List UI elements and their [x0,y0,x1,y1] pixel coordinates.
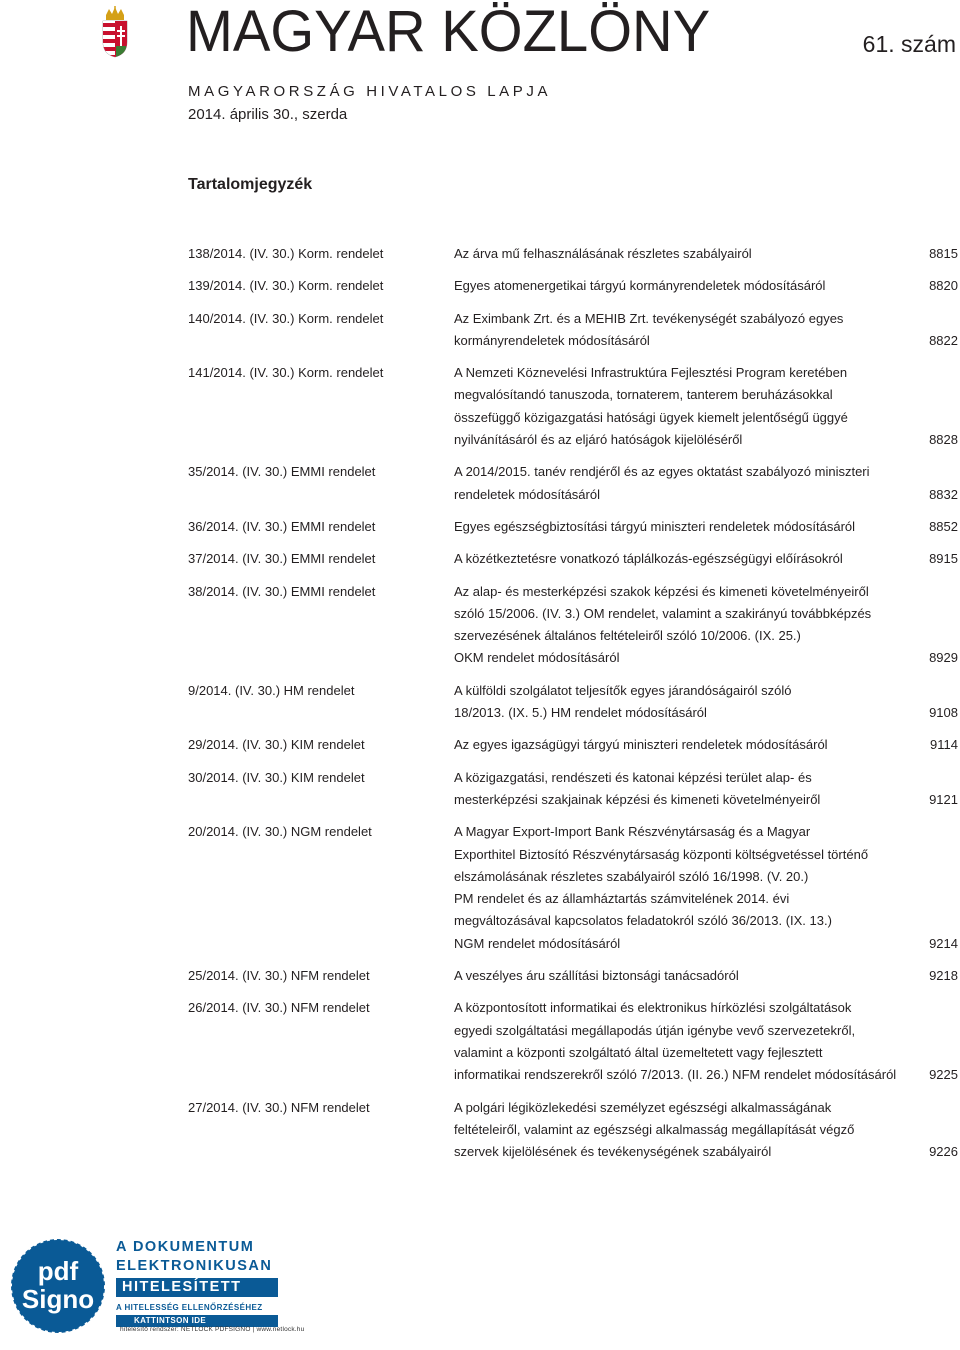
toc-entry-title-line: PM rendelet és az államháztartás számvitelének 2014. évi [454,891,790,907]
toc-entry-reference: 141/2014. (IV. 30.) Korm. rendelet [188,365,384,381]
toc-entry[interactable] [188,461,958,506]
toc-entry-title [454,821,894,955]
toc-entry-title-line: Egyes egészségbiztosítási tárgyú miniszteri rendeletek módosításáról [454,518,856,534]
seal-line-2: ELEKTRONIKUSAN [116,1258,273,1274]
seal-line-3: HITELESÍTETT [116,1278,278,1297]
toc-entry-page: 8822 [929,332,958,348]
logo-text-top: pdf [37,1256,79,1286]
toc-entry-title-line: összefüggő közigazgatási hatósági ügyek kiemelt jelentőségű üggyé [454,409,848,425]
toc-entry-title [454,362,894,451]
toc-entry-reference: 20/2014. (IV. 30.) NGM rendelet [188,824,372,840]
seal-footer: hitelesítő rendszer: NETLOCK PDFSIGNO | www.netlock.hu [120,1326,305,1333]
toc-entry[interactable] [188,243,958,265]
toc-entry-reference: 30/2014. (IV. 30.) KIM rendelet [188,769,365,785]
toc-entry-page: 9121 [929,791,958,807]
toc-heading: Tartalomjegyzék [188,176,313,193]
toc-entry[interactable] [188,734,958,756]
toc-entry-title [454,516,894,538]
toc-entry-page: 9214 [929,935,958,951]
toc-entry-title-line: megvalósítandó tanuszoda, tornaterem, tanterem beruházásokkal [454,387,833,403]
toc-entry-page: 8929 [929,650,958,666]
pdfsigno-logo-icon [8,1236,108,1336]
toc-entry-title-line: A külföldi szolgálatot teljesítők egyes járandóságairól szóló [454,682,792,698]
publication-subtitle: MAGYARORSZÁG HIVATALOS LAPJA [188,83,552,100]
toc-entry-title-line: Egyes atomenergetikai tárgyú kormányrendeletek módosításáról [454,278,826,294]
toc-entry-title-line: nyilvánításáról és az eljáró hatóságok kijelöléséről [454,432,743,448]
toc-entry-title-line: szervezésének általános feltételeiről szóló 10/2006. (IX. 25.) [454,628,801,644]
toc-entry-title-line: informatikai rendszerekről szóló 7/2013. (II. 26.) NFM rendelet módosításáról [454,1067,897,1083]
toc-entry-title-line: szóló 15/2006. (IV. 3.) OM rendelet, valamint a szakirányú továbbképzés [454,605,872,621]
toc-entry-title-line: rendeletek módosításáról [454,486,600,502]
toc-entry[interactable] [188,767,958,812]
table-of-contents [188,243,958,1163]
seal-click-here[interactable]: KATTINTSON IDE [116,1315,278,1327]
publication-date: 2014. április 30., szerda [188,106,348,123]
toc-entry-title-line: A közétkeztetésre vonatkozó táplálkozás-egészségügyi előírásokról [454,551,843,567]
toc-entry-title-line: NGM rendelet módosításáról [454,935,621,951]
toc-entry[interactable] [188,997,958,1086]
toc-entry[interactable] [188,581,958,670]
toc-entry-title-line: kormányrendeletek módosításáról [454,332,650,348]
toc-entry-reference: 38/2014. (IV. 30.) EMMI rendelet [188,583,376,599]
toc-entry-title-line: Az Eximbank Zrt. és a MEHIB Zrt. tevékenységét szabályozó egyes [454,310,844,326]
toc-entry-page: 9114 [930,737,958,753]
publication-title: MAGYAR KÖZLÖNY [186,0,711,64]
toc-entry-title-line: elszámolásának részletes szabályairól szóló 16/1998. (V. 20.) [454,868,809,884]
toc-entry[interactable] [188,362,958,451]
toc-entry-page: 8852 [929,518,958,534]
toc-entry-title-line: A Magyar Export-Import Bank Részvénytársaság és a Magyar [454,824,811,840]
toc-entry-title [454,243,894,265]
toc-entry-title-line: megváltozásával kapcsolatos feladatokról szóló 36/2013. (IX. 13.) [454,913,832,929]
toc-entry-title [454,767,894,812]
toc-entry-title-line: A veszélyes áru szállítási biztonsági tanácsadóról [454,968,739,984]
toc-entry-reference: 29/2014. (IV. 30.) KIM rendelet [188,737,365,753]
toc-entry-title [454,581,894,670]
toc-entry-page: 8815 [929,246,958,261]
toc-entry-reference: 27/2014. (IV. 30.) NFM rendelet [188,1099,370,1115]
toc-entry-page: 8915 [929,551,958,567]
seal-line-1: A DOKUMENTUM [116,1239,255,1255]
toc-entry-reference: 9/2014. (IV. 30.) HM rendelet [188,682,355,698]
toc-entry-page: 8828 [929,432,958,448]
toc-entry-title [454,734,894,756]
toc-entry-title-line: A közigazgatási, rendészeti és katonai képzési terület alap- és [454,769,812,785]
toc-entry-title [454,275,894,297]
toc-entry-title-line: Exporthitel Biztosító Részvénytársaság központi költségvetéssel történő [454,846,869,862]
toc-entry[interactable] [188,965,958,987]
toc-entry-title-line: feltételeiről, valamint az egészségi alkalmasság megállapítását végző [454,1121,855,1137]
issue-number: 61. szám [862,31,956,57]
toc-entry-title-line: 18/2013. (IX. 5.) HM rendelet módosításáról [454,705,707,721]
toc-entry-reference: 26/2014. (IV. 30.) NFM rendelet [188,1000,370,1016]
toc-entry-reference: 36/2014. (IV. 30.) EMMI rendelet [188,518,376,534]
toc-entry-reference: 140/2014. (IV. 30.) Korm. rendelet [188,310,384,326]
toc-entry[interactable] [188,516,958,538]
coat-of-arms-icon [100,6,130,58]
toc-entry-page: 9108 [929,705,958,721]
toc-entry-title-line: A polgári légiközlekedési személyzet egészségi alkalmasságának [454,1099,832,1115]
toc-entry[interactable] [188,680,958,725]
toc-entry-title [454,1097,894,1164]
toc-entry-reference: 138/2014. (IV. 30.) Korm. rendelet [188,246,384,261]
toc-entry-reference: 139/2014. (IV. 30.) Korm. rendelet [188,278,384,294]
toc-entry-title [454,308,894,353]
logo-text-bottom: Signo [21,1284,95,1314]
toc-entry-title-line: Az árva mű felhasználásának részletes szabályairól [454,246,752,261]
toc-entry-title-line: OKM rendelet módosításáról [454,650,620,666]
toc-entry-title [454,965,894,987]
toc-entry-title-line: valamint a központi szolgáltató által üzemeltetett vagy fejlesztett [454,1044,823,1060]
toc-entry-title-line: szervek kijelölésének és tevékenységének szabályairól [454,1144,772,1160]
toc-entry-title-line: A Nemzeti Köznevelési Infrastruktúra Fejlesztési Program keretében [454,365,848,381]
toc-entry-page: 9218 [929,968,958,984]
toc-entry[interactable] [188,275,958,297]
toc-entry-title [454,548,894,570]
seal-line-4: A HITELESSÉG ELLENŐRZÉSÉHEZ [116,1303,263,1312]
toc-entry-reference: 35/2014. (IV. 30.) EMMI rendelet [188,464,376,480]
pdf-signature-seal[interactable] [4,1226,305,1340]
toc-entry-title-line: Az alap- és mesterképzési szakok képzési és kimeneti követelményeiről [454,583,869,599]
toc-entry-title-line: Az egyes igazságügyi tárgyú miniszteri rendeletek módosításáról [454,737,828,753]
toc-entry[interactable] [188,548,958,570]
toc-entry-reference: 25/2014. (IV. 30.) NFM rendelet [188,968,370,984]
toc-entry-title [454,461,894,506]
toc-entry-title [454,997,897,1086]
toc-entry-title-line: A központosított informatikai és elektronikus hírközlési szolgáltatások [454,1000,852,1016]
toc-entry-page: 8820 [929,278,958,294]
toc-entry-reference: 37/2014. (IV. 30.) EMMI rendelet [188,551,376,567]
toc-entry-page: 9225 [929,1067,958,1083]
toc-entry[interactable] [188,821,958,955]
toc-entry-title-line: egyedi szolgáltatási megállapodás útján igénybe vevő szervezetekről, [454,1022,856,1038]
toc-entry-title-line: A 2014/2015. tanév rendjéről és az egyes oktatást szabályozó miniszteri [454,464,870,480]
toc-entry-title-line: mesterképzési szakjainak képzési és kimeneti követelményeiről [454,791,821,807]
toc-entry-page: 9226 [929,1144,958,1160]
toc-entry-page: 8832 [929,486,958,502]
toc-entry[interactable] [188,1097,958,1164]
toc-entry[interactable] [188,308,958,353]
toc-entry-title [454,680,894,725]
